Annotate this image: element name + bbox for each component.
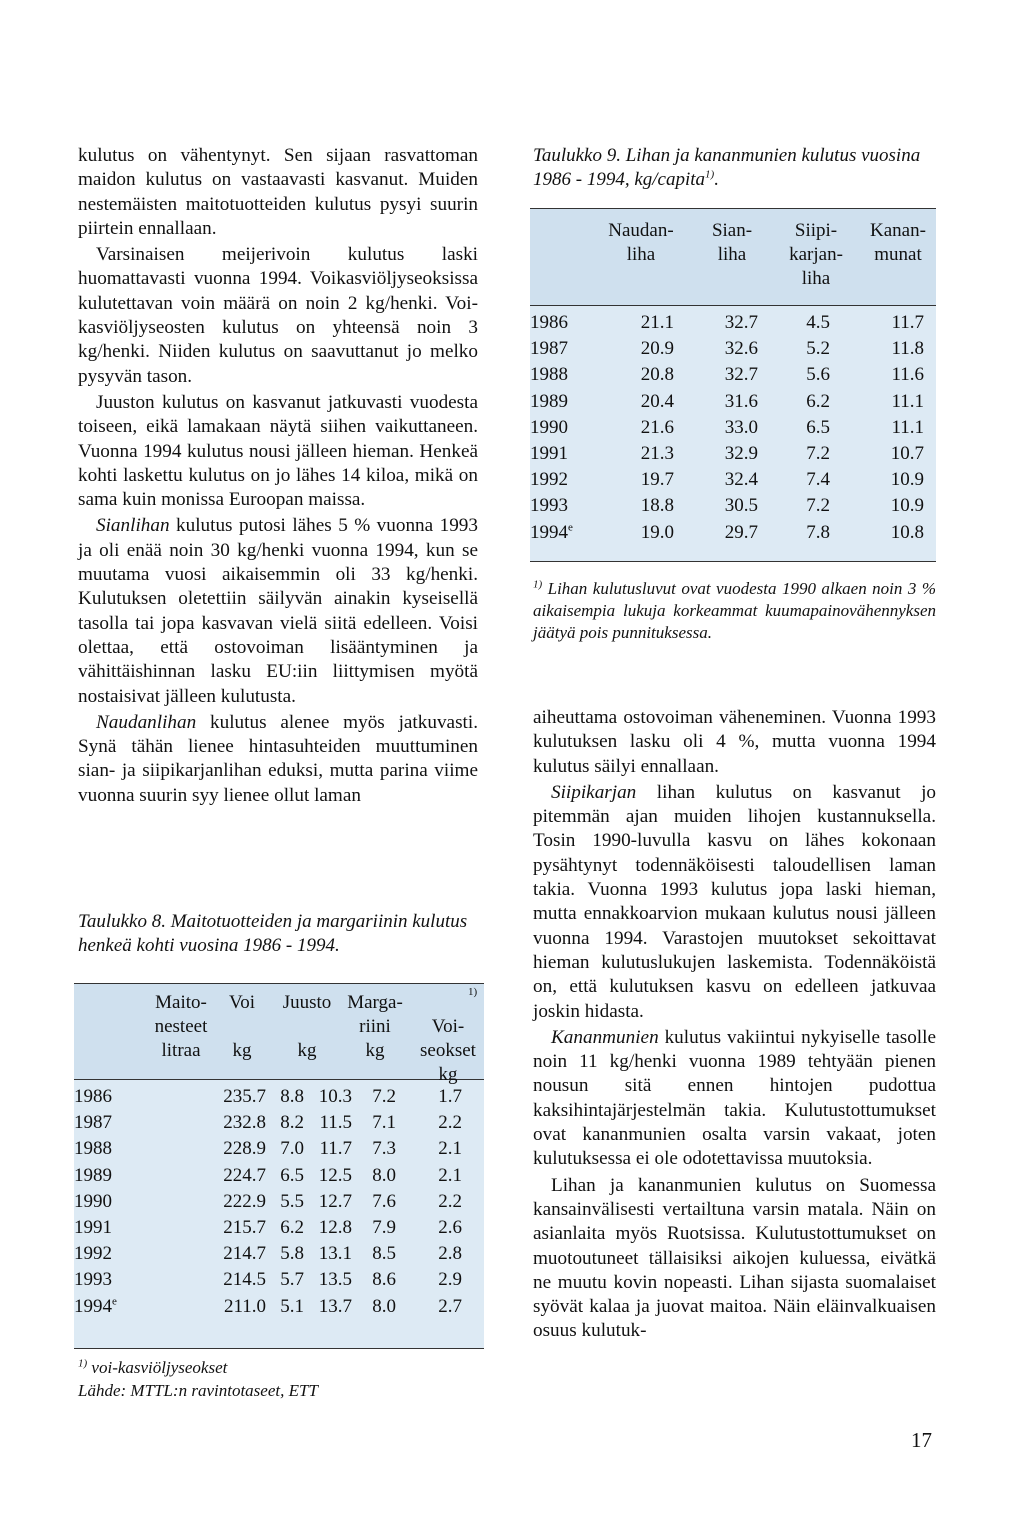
table9-year: 1991 [530,443,568,464]
paragraph: kulutus on vähentynyt. Sen sijaan rasvattoman maidon kulutus on vastaavasti kasvanut. Muiden nestemäisten maitotuotteiden kulutus pysyi suurin piirtein ennallaan. [78,145,478,239]
table8-year: 1988 [74,1138,112,1160]
table8-year: 1992 [74,1243,112,1265]
table8-cell: 6.2 [280,1217,304,1238]
table9-cell: 33.0 [724,416,758,438]
table9-cell: 21.1 [640,312,674,333]
page-number: 17 [911,1428,932,1452]
table8-cell: 214.7 [223,1243,266,1265]
table9-cell: 21.6 [640,416,674,438]
table8-cell: 13.5 [318,1269,352,1291]
table9-cell: 30.5 [724,495,758,517]
table9-cell: 11.7 [891,312,924,333]
table8-row [74,1189,484,1215]
table9-header-cell: Siipi- karjan- liha [789,220,843,289]
table8-cell: 5.1 [280,1295,304,1317]
table8-row [74,1267,484,1293]
table8-cell: 8.2 [280,1112,304,1134]
table9-year: 1994e [530,521,573,543]
estimate-mark: e [112,1295,117,1308]
table8-year: 1993 [74,1269,112,1291]
table8-cell: 8.5 [372,1243,396,1265]
table8-cell: 7.3 [372,1138,396,1160]
table9-year: 1992 [530,469,568,491]
table9-row [530,520,936,546]
table8-cell: 214.5 [223,1269,266,1291]
table9-cell: 32.7 [724,364,758,386]
table8 [74,983,484,1349]
table8-year: 1987 [74,1112,112,1134]
table9-cell: 31.6 [724,390,758,412]
table9-cell: 5.6 [806,364,830,386]
table8-row [74,1136,484,1162]
table8-cell: 232.8 [223,1112,266,1134]
left-column-text [78,144,478,810]
table8-row [74,1215,484,1241]
table8-header-cell: Juusto kg [282,992,332,1061]
table8-cell: 5.8 [280,1243,304,1265]
table9-cell: 32.4 [724,469,758,491]
paragraph: Sianlihan kulutus putosi lähes 5 % vuonna 1993 ja oli enää noin 30 kg/henki vuonna 1994, kun se muutama vuosi aikaisemmin oli 33 kg/henki. Kulutuksen oletettiin säilyvän ainakin kyseisellä tasolla tai jopa kasvavan vielä siitä edelleen. Voisi olettaa, että ostovoiman lisääntyminen ja vähittäishinnan lasku EU:iin liittymisen myötä nostaisivat jälleen kulutusta. [78,515,478,707]
table9-cell: 10.9 [890,469,924,491]
table8-row [74,1110,484,1136]
table8-cell: 7.6 [372,1190,396,1212]
table9-row [530,362,936,388]
caption-end: . [714,169,719,190]
footnote-mark: 1) [533,578,543,591]
table9-cell: 10.8 [890,521,924,543]
table8-cell: 2.2 [438,1190,462,1212]
footnote-text: Lihan kulutusluvut ovat vuodesta 1990 alkaen noin 3 % aikaisempia lukuja korkeammat kuumapainovähennyksen jäätyä pois punnituksessa. [533,579,936,642]
table8-footnote [78,1357,478,1379]
table8-cell: 10.3 [318,1086,352,1107]
table9-caption [533,144,936,192]
table8-cell: 11.5 [319,1112,352,1134]
table8-body [74,1080,484,1349]
table9-cell: 19.7 [640,469,674,491]
table8-year: 1986 [74,1086,112,1107]
table9-header-cell: Sian- liha [711,220,753,265]
table8-cell: 228.9 [223,1138,266,1160]
table9-row [530,310,936,336]
paragraph: aiheuttama ostovoiman väheneminen. Vuonna 1993 kulutuksen lasku oli 4 %, mutta vuonna 1994 kulutus säilyi ennallaan. [533,707,936,777]
table8-cell: 7.0 [280,1138,304,1160]
table9-cell: 6.2 [806,390,830,412]
table9-row [530,415,936,441]
table8-cell: 7.1 [372,1112,396,1134]
table9-cell: 7.4 [806,469,830,491]
table9-cell: 5.2 [806,338,830,360]
table9-year: 1986 [530,312,568,333]
table8-cell: 12.5 [318,1164,352,1186]
table8-header-cell: Maito- nesteet litraa [154,992,208,1061]
estimate-mark: e [568,521,573,534]
table8-cell: 7.9 [372,1217,396,1238]
table8-cell: 13.7 [318,1295,352,1317]
table9-cell: 32.7 [724,312,758,333]
table8-cell: 12.8 [318,1217,352,1238]
table9-cell: 7.8 [806,521,830,543]
table8-cell: 1.7 [438,1086,462,1107]
table9-cell: 7.2 [806,443,830,464]
table9-cell: 4.5 [806,312,830,333]
footnote-text: voi-kasviöljyseokset [87,1358,228,1377]
table8-header: Maito- nesteet litraa Voi kg Juusto kg Marga- riini kg Voi- seokset kg 1) [74,984,484,1080]
table9-cell: 10.9 [890,495,924,517]
table9-row [530,493,936,519]
table8-cell: 11.7 [319,1138,352,1160]
table9-row [530,389,936,415]
table9-cell: 6.5 [806,416,830,438]
paragraph: Siipikarjan lihan kulutus on kasvanut jo pitemmän ajan muiden lihojen kustannuksella. Tosin 1990-luvulla kasvu on lähes kokonaan pysähtynyt todennäköisesti taloudellisen laman takia. Vuonna 1993 kulutus jopa laski hieman, mutta ennakkoarvion mukaan kulutus nousi jälleen vuonna 1994. Varastojen muutokset sekoittavat hieman kulutuslukujen laskemista. Todennäköistä on, että kulutuksen kasvu on edelleen jatkuvaa joskin hidasta. [533,781,936,1022]
table9-cell: 7.2 [806,495,830,517]
table9-footnote [533,578,936,644]
table9-cell: 32.6 [724,338,758,360]
table9-cell: 11.1 [891,390,924,412]
table8-header-cell: Marga- riini kg [347,992,403,1061]
table8-row [74,1294,484,1320]
table8-cell: 8.0 [372,1164,396,1186]
table8-header-cell: Voi kg [228,992,256,1061]
table9 [530,208,936,562]
table9-year: 1988 [530,364,568,386]
table8-header-cell: Voi- seokset kg [420,1016,476,1085]
table9-row [530,441,936,467]
table8-cell: 8.0 [372,1295,396,1317]
table9-header-cell: Naudan- liha [608,220,674,265]
table9-cell: 11.6 [891,364,924,386]
table8-cell: 2.7 [438,1295,462,1317]
table8-year: 1989 [74,1164,112,1186]
table9-cell: 18.8 [640,495,674,517]
right-column-text [533,706,936,1346]
table8-cell: 2.1 [438,1164,462,1186]
table9-cell: 21.3 [640,443,674,464]
table8-cell: 5.7 [280,1269,304,1291]
table8-caption: Taulukko 8. Maitotuotteiden ja margariinin kulutus henkeä kohti vuosina 1986 - 1994. [78,911,468,956]
table8-year: 1991 [74,1217,112,1238]
paragraph: Kananmunien kulutus vakiintui nykyiselle tasolle noin 11 kg/henki vuonna 1989 tehtyään pienen nousun sitä ennen hintojen pudottua kaksihintajärjestelmän takia. Kulutustottumukset ovat kananmunien osalta varsin vakaat, joten kulutuksessa ei ole odotettavissa muutoksia. [533,1026,936,1170]
table8-cell: 5.5 [280,1190,304,1212]
table9-cell: 20.4 [640,390,674,412]
table8-cell: 6.5 [280,1164,304,1186]
table8-year: 1994e [74,1295,117,1317]
table9-body [530,306,936,576]
table8-cell: 2.9 [438,1269,462,1291]
table9-cell: 20.8 [640,364,674,386]
table8-cell: 8.6 [372,1269,396,1291]
table8-source: Lähde: MTTL:n ravintotaseet, ETT [78,1381,318,1400]
table9-year: 1987 [530,338,568,360]
caption-text: Taulukko 9. Lihan ja kananmunien kulutus vuosina 1986 - 1994, kg/capita [533,145,921,190]
table8-year: 1990 [74,1190,112,1212]
table8-cell: 12.7 [318,1190,352,1212]
paragraph: Naudanlihan kulutus alenee myös jatkuvasti. Synä tähän lienee hintasuhteiden muuttuminen sian- ja siipikarjanlihan eduksi, mutta parina viime vuonna suurin syy lienee ollut laman [78,711,478,806]
paragraph: Juuston kulutus on kasvanut jatkuvasti vuodesta toiseen, eikä lamakaan näytä siihen vaikuttaneen. Vuonna 1994 kulutus nousi jälleen hieman. Henkeä kohti laskettu kulutus on jo lähes 14 kiloa, mikä on sama kuin monissa Euroopan maissa. [78,391,478,511]
table8-cell: 8.8 [280,1086,304,1107]
table8-row [74,1084,484,1110]
table9-row [530,467,936,493]
table9-cell: 11.8 [891,338,924,360]
table8-cell: 235.7 [223,1086,266,1107]
table9-cell: 11.1 [891,416,924,438]
table9-row [530,336,936,362]
table9-cell: 10.7 [890,443,924,464]
table8-cell: 224.7 [223,1164,266,1186]
paragraph: Varsinaisen meijerivoin kulutus laski huomattavasti vuonna 1994. Voikasviöljyseoksissa kulutettavan voin määrä on noin 2 kg/henki. Voi-kasviöljyseosten kulutus on yhteensä noin 3 kg/henki. Niiden kulutus on saavuttanut jo melko pysyvän tason. [78,244,478,387]
table8-cell: 7.2 [372,1086,396,1107]
table9-cell: 20.9 [640,338,674,360]
table9-cell: 32.9 [724,443,758,464]
table8-row [74,1241,484,1267]
table8-cell: 2.6 [438,1217,462,1238]
table8-cell: 211.0 [223,1295,266,1317]
table9-header [530,209,936,306]
table9-year: 1990 [530,416,568,438]
footnote-mark: 1) [78,1357,88,1370]
table8-cell: 13.1 [318,1243,352,1265]
table8-cell: 2.2 [438,1112,462,1134]
table9-year: 1993 [530,495,568,517]
table8-row [74,1163,484,1189]
table9-year: 1989 [530,390,568,412]
table8-cell: 222.9 [223,1190,266,1212]
table8-cell: 2.8 [438,1243,462,1265]
caption-note-mark: 1) [705,168,715,181]
table8-cell: 215.7 [223,1217,266,1238]
table9-header-cell: Kanan- munat [870,220,926,265]
table9-cell: 29.7 [724,521,758,543]
table9-cell: 19.0 [640,521,674,543]
table8-cell: 2.1 [438,1138,462,1160]
paragraph: Lihan ja kananmunien kulutus on Suomessa kansainvälisesti vertailtuna varsin matala. Näin on asianlaita myös Ruotsissa. Kulutustottumukset on muotoutuneet tällaisiksi aikojen kuluessa, eivätkä ne muutu kovin nopeasti. Lihan sijasta suomalaiset syövät kalaa ja juovat maitoa. Näin eläinvalkuaisen osuus kulutuk- [533,1174,936,1342]
